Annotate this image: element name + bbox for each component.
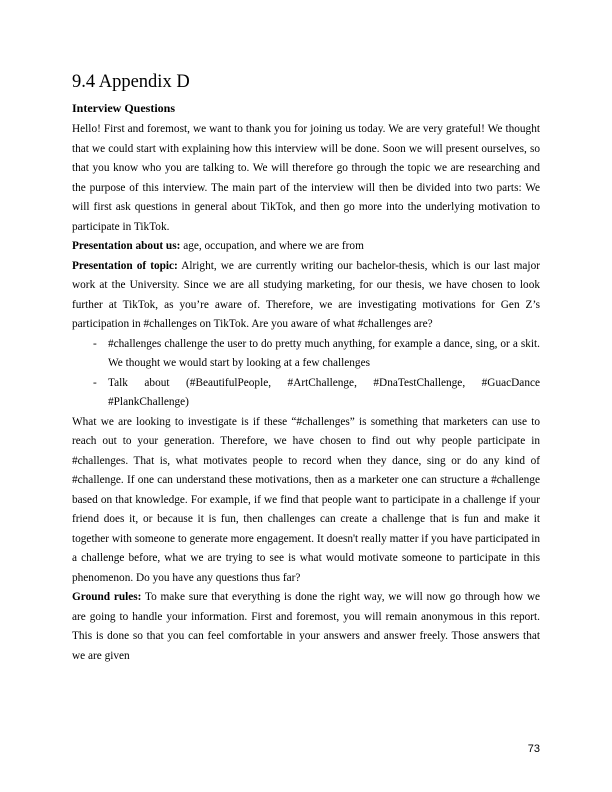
presentation-of-topic-label: Presentation of topic:	[72, 259, 178, 272]
ground-rules-paragraph	[72, 588, 540, 666]
presentation-about-us-text: age, occupation, and where we are from	[183, 240, 364, 252]
presentation-of-topic-paragraph	[72, 257, 540, 335]
investigation-paragraph: What we are looking to investigate is if these “#challenges” is something that marketers can use to reach out to your generation. Therefore, we have chosen to find out why people participate in #challenges. That is, what motivates people to record when they dance, sing or do any kind of #challenge. If one can understand these motivations, then as a marketer one can structure a #challenge based on that knowledge. For example, if we find that people want to participate in a challenge if your friend does it, or because it is fun, then challenges can create a challenge that is fun and make it together with someone to generate more engagement. It doesn't really matter if you have participated in a challenge before, what we are trying to see is what would motivate someone to participate in this phenomenon. Do you have any questions thus far?	[72, 415, 540, 584]
challenge-bullet-list	[72, 335, 540, 413]
bullet-text: #challenges challenge the user to do pretty much anything, for example a dance, sing, or a skit. We thought we would start by looking at a few challenges	[108, 337, 540, 369]
page-number: 73	[527, 743, 540, 755]
intro-paragraph: Hello! First and foremost, we want to thank you for joining us today. We are very grateful! We thought that we could start with explaining how this interview will be done. Soon we will present ourselves, so that you know who you are talking to. We will therefore go through the topic we are researching and the purpose of this interview. The main part of the interview will then be divided into two parts: We will first ask questions in general about TikTok, and then go more into the underlying motivation to participate in TikTok.	[72, 123, 540, 233]
ground-rules-label: Ground rules:	[72, 591, 142, 603]
bullet-dash: -	[93, 376, 97, 389]
list-item	[93, 335, 540, 374]
bullet-dash: -	[93, 337, 97, 350]
interview-questions-subheading: Interview Questions	[72, 101, 175, 115]
page-content	[72, 72, 540, 666]
ground-rules-text: To make sure that everything is done the right way, we will now go through how we are going to handle your information. First and foremost, you will remain anonymous in this report. This is done so that you can feel comfortable in your answers and answer freely. Those answers that we are given	[72, 591, 541, 662]
presentation-of-topic-text: Alright, we are currently writing our bachelor-thesis, which is our last major work at the University. Since we are all studying marketing, for our thesis, we have chosen to look further at TikTok, as you’re aware of. Therefore, we are investigating motivations for Gen Z’s participation in #challenges on TikTok. Are you aware of what #challenges are?	[72, 259, 540, 330]
list-item	[93, 374, 540, 413]
presentation-about-us-line	[72, 237, 540, 257]
appendix-heading: 9.4 Appendix D	[72, 72, 190, 92]
bullet-text: Talk about (#BeautifulPeople, #ArtChallenge, #DnaTestChallenge, #GuacDance #PlankChallenge)	[108, 376, 540, 408]
presentation-about-us-label: Presentation about us:	[72, 240, 181, 252]
